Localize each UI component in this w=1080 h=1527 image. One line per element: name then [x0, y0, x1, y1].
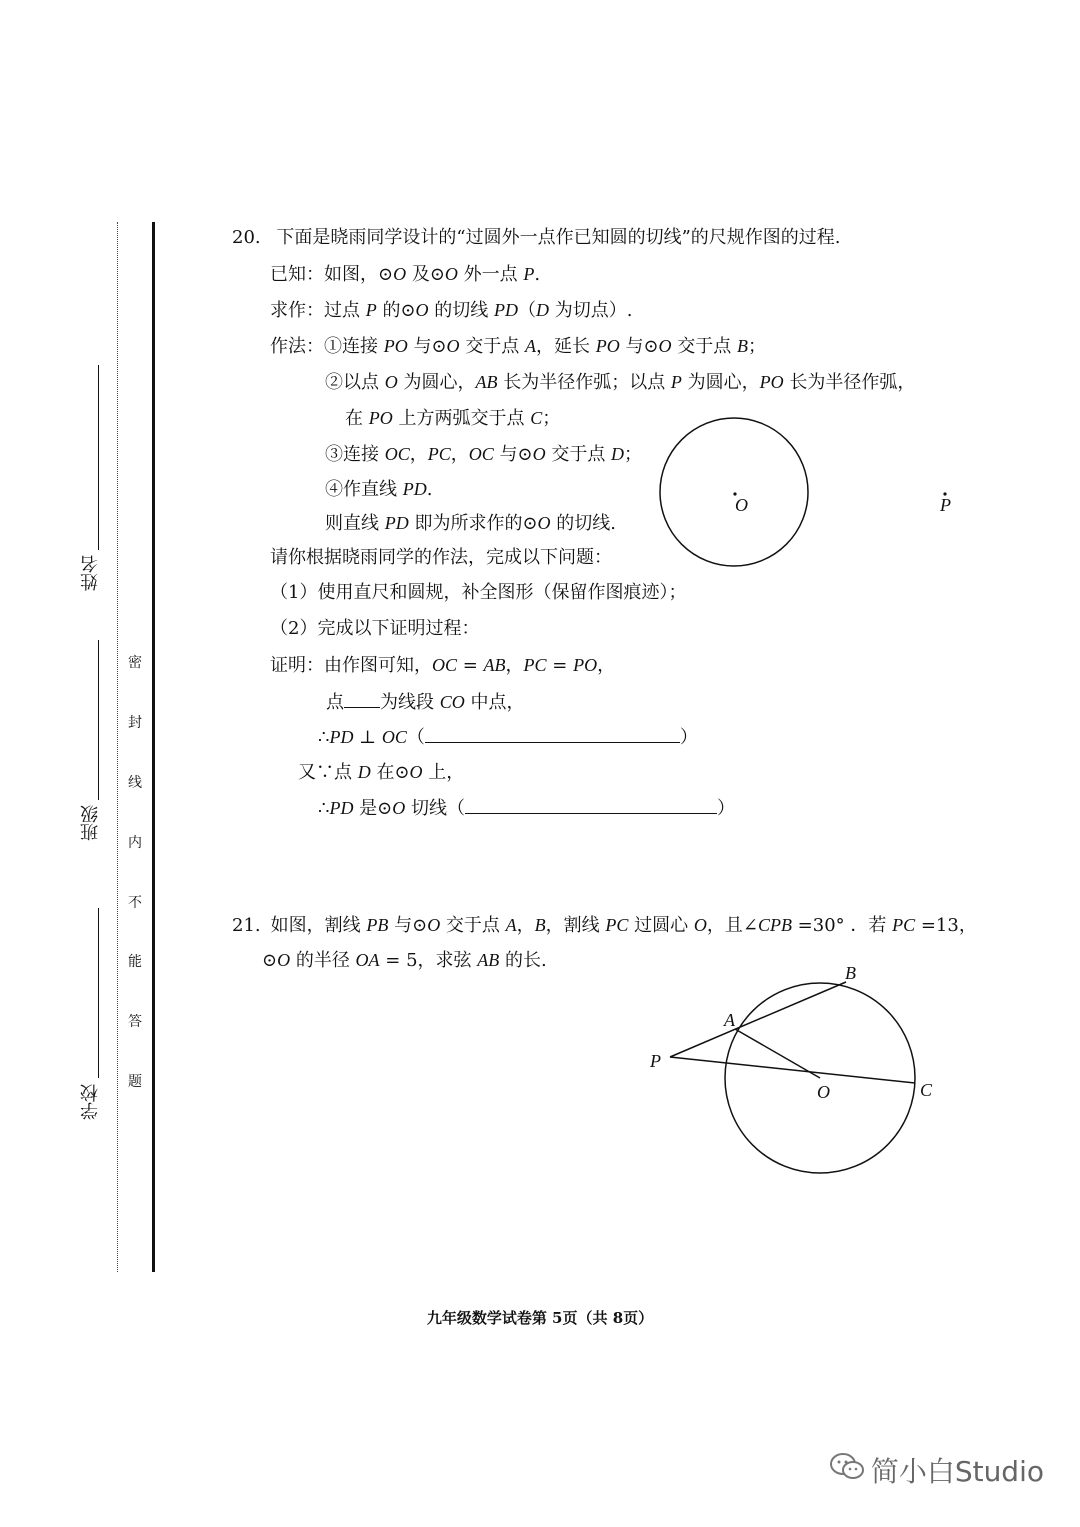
- var-P: P: [670, 372, 682, 392]
- var-OC: OC: [468, 444, 494, 464]
- circle-O: [660, 418, 808, 566]
- q20-intro-line: [232, 226, 841, 250]
- var-O: O: [446, 336, 460, 356]
- text: =: [546, 655, 574, 676]
- var-O: O: [427, 915, 441, 935]
- text: ，割线: [545, 915, 606, 936]
- text: ，: [597, 655, 616, 676]
- answer-blank-reason-1[interactable]: [425, 724, 680, 743]
- text: 及⊙: [406, 264, 445, 285]
- perp-symbol: ⊥: [353, 727, 382, 748]
- text: 是⊙: [353, 798, 393, 819]
- answer-blank-point[interactable]: [344, 689, 380, 708]
- text: 与⊙: [388, 915, 428, 936]
- text: ；: [624, 444, 643, 465]
- text: 即为所求作的⊙: [408, 513, 538, 534]
- label-O: O: [817, 1082, 830, 1102]
- var-O: O: [658, 336, 672, 356]
- text: 的⊙: [376, 300, 416, 321]
- label-B: B: [845, 963, 856, 983]
- class-field: [78, 640, 102, 860]
- text: 为圆心，: [681, 372, 760, 393]
- q20-requirement: [270, 298, 632, 323]
- text: 为圆心，: [397, 372, 476, 393]
- var-OC: OC: [381, 727, 407, 747]
- text: ；: [542, 408, 561, 429]
- var-O: O: [532, 444, 546, 464]
- text: ）: [679, 727, 698, 748]
- ask-text: 请你根据晓雨同学的作法，完成以下问题：: [270, 547, 612, 568]
- text: 在⊙: [370, 762, 410, 783]
- var-P: P: [365, 300, 377, 320]
- text: .: [534, 264, 541, 285]
- var-P: P: [523, 264, 535, 284]
- wechat-icon: [829, 1452, 865, 1489]
- text: ，延长: [536, 336, 596, 357]
- q21-figure: [640, 960, 950, 1175]
- text: ①连接: [324, 336, 384, 357]
- var-O: O: [277, 950, 291, 970]
- seal-char: 能: [128, 954, 142, 970]
- var-PD: PD: [329, 798, 354, 818]
- dotted-fold-line: [117, 222, 118, 1272]
- var-O: O: [444, 264, 458, 284]
- text: 在: [345, 408, 369, 429]
- school-underline: [98, 908, 99, 1078]
- q20-part1: [270, 581, 686, 605]
- var-PD: PD: [494, 300, 518, 320]
- secant-PC: [670, 1057, 915, 1083]
- q20-proof4: [298, 760, 464, 785]
- text: 则直线: [325, 513, 385, 534]
- text: 长为半径作弧；以点: [497, 372, 671, 393]
- text: 交于点: [440, 915, 506, 936]
- text: 为切点）.: [549, 300, 633, 321]
- part2-text: （2）完成以下证明过程：: [270, 618, 480, 639]
- var-CO: CO: [439, 692, 465, 712]
- text: 交于点: [545, 444, 612, 465]
- seal-char: 封: [128, 715, 142, 731]
- text: 与⊙: [619, 336, 659, 357]
- part1-text: （1）使用直尺和圆规，补全图形（保留作图痕迹）；: [270, 582, 687, 603]
- var-AB: AB: [477, 950, 500, 970]
- q21-line1: [232, 913, 977, 938]
- q20-proof2: [326, 689, 524, 715]
- q20-step3: [325, 442, 642, 467]
- q20-step2: [325, 370, 915, 395]
- name-label: 姓名: [80, 555, 101, 591]
- text: = 5，求弦: [379, 950, 478, 971]
- text: ③连接: [325, 444, 385, 465]
- text: ，且∠: [706, 915, 758, 936]
- var-O: O: [384, 372, 398, 392]
- text: 长为半径作弧，: [783, 372, 916, 393]
- q20-part2: [270, 617, 479, 641]
- var-A: A: [525, 336, 536, 356]
- var-A: A: [505, 915, 517, 935]
- text: 与⊙: [407, 336, 447, 357]
- text: 过圆心: [628, 915, 694, 936]
- var-OC: OC: [384, 444, 410, 464]
- name-field: [78, 365, 102, 615]
- text: （: [518, 300, 536, 321]
- text: 上方两弧交于点: [392, 408, 531, 429]
- var-PC: PC: [892, 915, 916, 935]
- var-AB: AB: [475, 372, 498, 392]
- q20-proof3: [318, 724, 698, 750]
- var-PD: PD: [402, 479, 427, 499]
- text: ，: [516, 915, 535, 936]
- text: 为线段: [380, 692, 440, 713]
- class-underline: [98, 640, 99, 800]
- var-OA: OA: [355, 950, 380, 970]
- var-PC: PC: [523, 655, 547, 675]
- text: =13，: [915, 915, 977, 936]
- q20-proof5: [318, 795, 735, 821]
- label-A: A: [724, 1010, 735, 1030]
- text: 上，: [422, 762, 465, 783]
- secant-PB: [670, 982, 846, 1057]
- q20-conclusion: [325, 511, 616, 536]
- text: 的长.: [499, 950, 547, 971]
- text: .: [426, 479, 433, 500]
- answer-blank-reason-2[interactable]: [465, 795, 717, 814]
- q20-number: 20.: [232, 227, 261, 248]
- q20-figure: [650, 410, 970, 580]
- text: 的切线: [428, 300, 494, 321]
- method-label: 作法：: [270, 336, 324, 357]
- seal-char: 线: [128, 775, 142, 791]
- text: ，: [505, 655, 524, 676]
- label-C: C: [920, 1080, 933, 1100]
- text: 交于点: [671, 336, 737, 357]
- text: 如图，⊙: [324, 264, 394, 285]
- q21-line2: [262, 948, 547, 973]
- seal-char: 不: [128, 895, 142, 911]
- name-underline: [98, 365, 99, 550]
- text: ，: [450, 444, 469, 465]
- label-P: P: [940, 495, 951, 515]
- var-PO: PO: [759, 372, 784, 392]
- text: =: [457, 655, 484, 676]
- class-label: 班级: [80, 805, 101, 841]
- q20-intro: 下面是晓雨同学设计的“过圆外一点作已知圆的切线”的尺规作图的过程.: [276, 227, 841, 248]
- text: 交于点: [459, 336, 525, 357]
- var-PO: PO: [595, 336, 620, 356]
- label-O: O: [735, 495, 748, 515]
- q20-step1: [270, 334, 766, 359]
- watermark: [829, 1450, 1044, 1490]
- given-label: 已知：: [270, 264, 324, 285]
- req-label: 求作：: [270, 300, 324, 321]
- segment-OA: [735, 1029, 820, 1078]
- text: ∴: [318, 798, 330, 819]
- text: =30° ．若: [791, 915, 893, 936]
- var-PO: PO: [573, 655, 598, 675]
- text: ，: [409, 444, 428, 465]
- text: 由作图可知，: [324, 655, 432, 676]
- var-PD: PD: [384, 513, 409, 533]
- text: 如图，割线: [270, 915, 367, 936]
- var-PD: PD: [329, 727, 354, 747]
- q20-step4: [325, 477, 432, 502]
- text: ∴: [318, 727, 330, 748]
- seal-char: 题: [128, 1074, 142, 1090]
- q20-step2-cont: [345, 406, 560, 431]
- var-PO: PO: [368, 408, 393, 428]
- var-D: D: [357, 762, 371, 782]
- var-PC: PC: [427, 444, 451, 464]
- var-PC: PC: [605, 915, 629, 935]
- school-label: 学校: [80, 1084, 101, 1120]
- text: ④作直线: [325, 479, 403, 500]
- text: 外一点: [457, 264, 524, 285]
- var-AB: AB: [483, 655, 506, 675]
- text: 中点，: [464, 692, 525, 713]
- text: 过点: [324, 300, 366, 321]
- var-O: O: [393, 264, 407, 284]
- text: 又∵点: [298, 762, 358, 783]
- var-CPB: CPB: [757, 915, 792, 935]
- var-O: O: [693, 915, 707, 935]
- page-footer: 九年级数学试卷第 5页（共 8页）: [426, 1309, 654, 1327]
- var-O: O: [392, 798, 406, 818]
- label-P: P: [650, 1051, 661, 1071]
- seal-char: 答: [128, 1014, 142, 1030]
- school-field: [78, 908, 102, 1138]
- q20-ask: [270, 546, 612, 570]
- q21-number: 21.: [232, 915, 261, 936]
- watermark-text: 简小白Studio: [870, 1455, 1044, 1488]
- var-D: D: [611, 444, 625, 464]
- text: 的半径: [290, 950, 356, 971]
- text: （: [406, 727, 425, 748]
- text: ）: [717, 798, 735, 819]
- var-B: B: [534, 915, 546, 935]
- text: 切线（: [405, 798, 465, 819]
- proof-label: 证明：: [270, 655, 324, 676]
- q20-proof1: [270, 653, 615, 678]
- text: 点: [326, 692, 344, 713]
- var-PB: PB: [366, 915, 389, 935]
- text: ；: [748, 336, 766, 357]
- text: 的切线.: [550, 513, 616, 534]
- q20-given: [270, 262, 540, 287]
- text: ⊙: [262, 950, 278, 971]
- seal-border-line: [152, 222, 155, 1272]
- var-D: D: [536, 300, 549, 320]
- seal-char: 内: [128, 835, 142, 851]
- var-OC: OC: [432, 655, 458, 675]
- var-O: O: [415, 300, 429, 320]
- var-O: O: [409, 762, 423, 782]
- text: ②以点: [325, 372, 385, 393]
- var-B: B: [737, 336, 748, 356]
- seal-char: 密: [128, 655, 142, 671]
- var-PO: PO: [383, 336, 408, 356]
- var-C: C: [530, 408, 543, 428]
- text: 与⊙: [493, 444, 533, 465]
- var-O: O: [537, 513, 551, 533]
